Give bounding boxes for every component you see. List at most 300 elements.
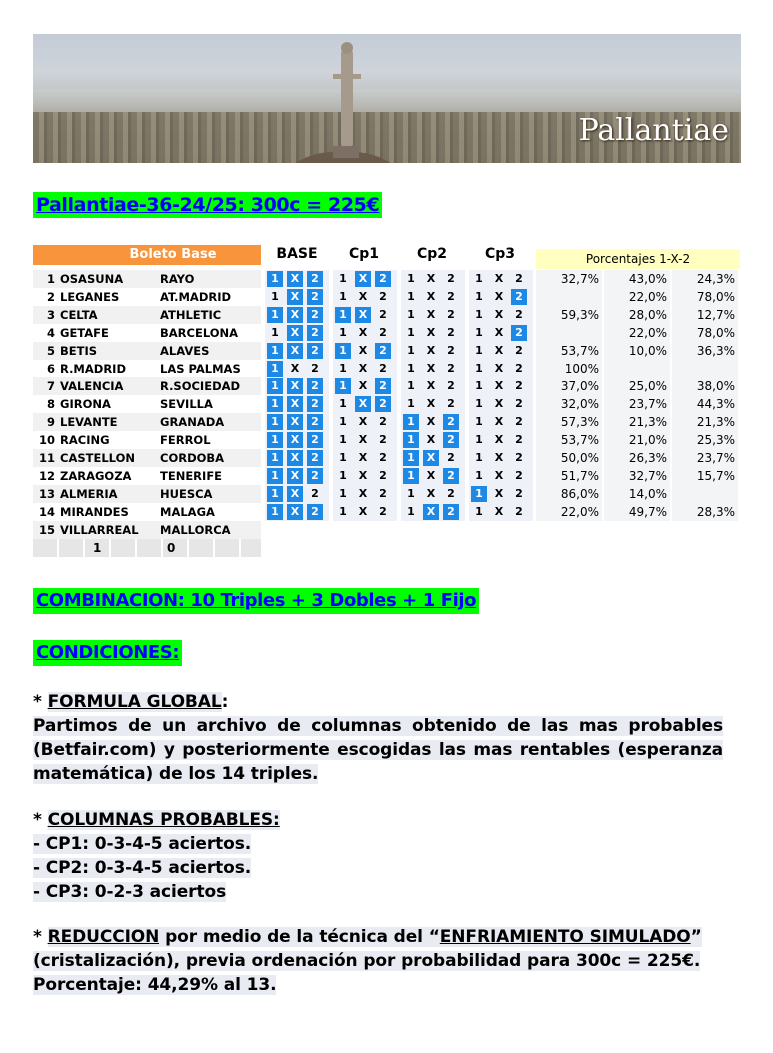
- home-team: ALMERIA: [60, 486, 118, 501]
- prediction-cell-cp1-2: 2: [375, 396, 391, 412]
- percentage-cell-x: 14,0%: [604, 485, 670, 503]
- percentage-cell-x: 49,7%: [604, 503, 670, 521]
- prediction-cell-cp1-1: 1: [335, 307, 351, 323]
- prediction-cell-base-1: 1: [267, 486, 283, 502]
- home-team: OSASUNA: [60, 272, 124, 286]
- prediction-cell-cp2-1: 1: [407, 325, 415, 339]
- prediction-cell-cp1-1: 1: [339, 451, 347, 464]
- home-team: LEGANES: [60, 289, 120, 304]
- footer-background: [33, 539, 261, 557]
- footer-count: 0: [167, 540, 176, 555]
- prediction-cell-cp2-x: X: [426, 307, 436, 321]
- prediction-cell-cp3-1: 1: [475, 433, 483, 447]
- percentage-cell-2: 28,3%: [672, 503, 738, 521]
- prediction-cell-cp3-1: 1: [475, 272, 483, 285]
- combinacion-heading: COMBINACION: 10 Triples + 3 Dobles + 1 Fijo: [33, 588, 479, 614]
- enfriamiento-heading: ENFRIAMIENTO SIMULADO: [439, 927, 691, 947]
- banner-statue-arms: [333, 74, 361, 79]
- prediction-cell-cp2-1: 1: [407, 504, 415, 518]
- percentage-cell-1: 32,7%: [536, 270, 602, 288]
- prediction-cell-base-1: 1: [267, 396, 283, 412]
- prediction-cell-base-x: X: [287, 468, 303, 484]
- prediction-cell-cp3-2: 2: [515, 486, 523, 500]
- columnas-line-cp3: - CP3: 0-2-3 aciertos: [33, 882, 227, 902]
- prediction-cell-cp2-2: 2: [447, 361, 455, 375]
- prediction-cell-cp3-1: 1: [475, 361, 483, 375]
- prediction-cell-cp2-1: 1: [403, 468, 419, 484]
- match-number: 7: [46, 379, 55, 394]
- prediction-cell-base-x: X: [287, 486, 303, 502]
- home-team: VALENCIA: [60, 379, 124, 394]
- prediction-cell-cp2-1: 1: [407, 343, 415, 357]
- table-row: [33, 521, 733, 539]
- prediction-cell-cp1-x: X: [358, 486, 368, 500]
- away-team: FERROL: [160, 433, 211, 448]
- prediction-cell-cp1-x: X: [358, 379, 368, 393]
- prediction-cell-cp3-x: X: [494, 379, 504, 393]
- prediction-cell-cp3-2: 2: [515, 307, 523, 321]
- prediction-cell-cp1-1: 1: [339, 272, 347, 285]
- prediction-cell-cp2-1: 1: [407, 486, 415, 500]
- away-team: ATHLETIC: [160, 307, 222, 322]
- column-header-cp2: Cp2: [416, 246, 448, 262]
- match-number: 6: [46, 361, 55, 376]
- prediction-cell-base-2: 2: [307, 343, 323, 359]
- prediction-cell-base-2: 2: [307, 307, 323, 323]
- match-number: 11: [38, 451, 55, 465]
- prediction-cell-cp1-1: 1: [339, 486, 347, 500]
- prediction-cell-cp3-1: 1: [475, 415, 483, 429]
- page-title: Pallantiae-36-24/25: 300c = 225€: [33, 192, 382, 218]
- prediction-cell-base-1: 1: [267, 432, 283, 448]
- percentage-cell-1: 37,0%: [536, 377, 602, 395]
- prediction-cell-base-1: 1: [271, 325, 279, 339]
- prediction-cell-cp1-x: X: [358, 289, 368, 303]
- prediction-cell-cp2-1: 1: [403, 450, 419, 466]
- prediction-cell-cp3-2: 2: [515, 379, 523, 393]
- home-team: LEVANTE: [60, 415, 118, 430]
- prediction-cell-cp3-1: 1: [475, 325, 483, 339]
- percentage-cell-x: 21,0%: [604, 431, 670, 449]
- column-header-cp3: Cp3: [484, 246, 516, 262]
- percentage-cell-1: 53,7%: [536, 431, 602, 449]
- prediction-cell-cp2-2: 2: [447, 379, 455, 393]
- prediction-cell-cp1-2: 2: [379, 361, 387, 375]
- prediction-cell-base-x: X: [287, 378, 303, 394]
- prediction-cell-base-1: 1: [267, 343, 283, 359]
- prediction-cell-cp1-1: 1: [339, 397, 347, 411]
- header-banner-image: [33, 34, 741, 163]
- prediction-cell-cp3-1: 1: [475, 504, 483, 518]
- prediction-cell-cp1-1: 1: [339, 433, 347, 447]
- prediction-cell-cp2-2: 2: [447, 289, 455, 303]
- prediction-cell-cp1-x: X: [358, 451, 368, 464]
- match-number: 13: [38, 486, 55, 501]
- prediction-cell-cp3-1: 1: [475, 343, 483, 357]
- prediction-cell-cp2-x: X: [426, 397, 436, 411]
- prediction-cell-cp1-x: X: [358, 433, 368, 447]
- prediction-cell-cp3-x: X: [494, 451, 504, 464]
- prediction-cell-cp1-2: 2: [379, 486, 387, 500]
- banner-statue-head: [341, 42, 353, 54]
- prediction-cell-cp2-x: X: [423, 450, 439, 466]
- percentage-cell-2: 78,0%: [672, 288, 738, 306]
- percentages-header: Porcentajes 1-X-2: [536, 249, 740, 269]
- prediction-cell-cp1-x: X: [358, 361, 368, 375]
- percentage-cell-1: 86,0%: [536, 485, 602, 503]
- prediction-cell-cp2-x: X: [426, 361, 436, 375]
- prediction-cell-cp2-x: X: [426, 343, 436, 357]
- prediction-cell-base-2: 2: [307, 289, 323, 305]
- away-team: R.SOCIEDAD: [160, 379, 241, 394]
- prediction-cell-cp1-1: 1: [339, 361, 347, 375]
- prediction-cell-cp3-2: 2: [515, 361, 523, 375]
- condiciones-heading: CONDICIONES:: [33, 640, 182, 666]
- prediction-cell-cp1-1: 1: [339, 504, 347, 518]
- formula-body-text: Partimos de un archivo de columnas obtenido de las mas probables (Betfair.com) y posteriormente escogidas las mas rentables (esperanza matemática) de los 14 triples.: [33, 716, 723, 784]
- prediction-cell-cp1-2: 2: [375, 378, 391, 394]
- prediction-cell-base-1: 1: [267, 378, 283, 394]
- prediction-cell-cp2-2: 2: [447, 451, 455, 464]
- formula-bullet: *: [33, 692, 48, 712]
- percentage-cell-2: 38,0%: [672, 377, 738, 395]
- reduccion-text-1: por medio de la técnica del “: [159, 927, 440, 947]
- prediction-cell-cp2-x: X: [426, 468, 436, 482]
- match-number: 2: [46, 289, 55, 304]
- prediction-cell-cp3-x: X: [494, 415, 504, 429]
- percentage-cell-1: [536, 288, 602, 306]
- prediction-cell-base-x: X: [287, 343, 303, 359]
- prediction-cell-cp2-x: X: [426, 272, 436, 285]
- percentage-cell-x: 10,0%: [604, 342, 670, 360]
- home-team: GIRONA: [60, 397, 111, 412]
- prediction-cell-base-x: X: [287, 504, 303, 520]
- prediction-cell-cp3-x: X: [494, 361, 504, 375]
- prediction-cell-base-x: X: [287, 396, 303, 412]
- away-team: MALAGA: [160, 504, 215, 519]
- formula-colon: :: [221, 692, 229, 712]
- prediction-cell-base-1: 1: [267, 468, 283, 484]
- percentage-cell-1: [536, 324, 602, 342]
- prediction-cell-cp3-2: 2: [515, 343, 523, 357]
- prediction-cell-cp1-2: 2: [379, 433, 387, 447]
- prediction-cell-cp2-x: X: [426, 433, 436, 447]
- percentage-cell-2: 24,3%: [672, 270, 738, 288]
- prediction-cell-cp3-1: 1: [475, 307, 483, 321]
- percentage-cell-x: 22,0%: [604, 288, 670, 306]
- prediction-cell-cp3-x: X: [494, 397, 504, 411]
- table-row: [33, 342, 733, 360]
- prediction-cell-cp3-x: X: [494, 433, 504, 447]
- prediction-cell-cp2-2: 2: [447, 397, 455, 411]
- prediction-cell-cp2-x: X: [426, 379, 436, 393]
- prediction-cell-base-2: 2: [307, 414, 323, 430]
- percentage-cell-2: 25,3%: [672, 431, 738, 449]
- prediction-cell-cp2-2: 2: [443, 468, 459, 484]
- percentage-cell-x: 26,3%: [604, 449, 670, 467]
- prediction-cell-cp2-2: 2: [443, 504, 459, 520]
- prediction-cell-cp1-x: X: [358, 343, 368, 357]
- prediction-cell-base-x: X: [287, 325, 303, 341]
- prediction-cell-cp2-x: X: [426, 415, 436, 429]
- prediction-cell-cp3-x: X: [494, 504, 504, 518]
- table-row: [33, 467, 733, 485]
- prediction-cell-cp2-x: X: [423, 504, 439, 520]
- prediction-cell-cp1-1: 1: [335, 343, 351, 359]
- prediction-cell-cp3-x: X: [494, 307, 504, 321]
- home-team: MIRANDES: [60, 504, 129, 519]
- match-number: 14: [38, 504, 55, 519]
- prediction-cell-cp1-2: 2: [379, 307, 387, 321]
- prediction-cell-cp2-x: X: [426, 289, 436, 303]
- away-team: SEVILLA: [160, 397, 213, 412]
- formula-section: [33, 690, 723, 786]
- prediction-cell-cp2-2: 2: [447, 325, 455, 339]
- prediction-cell-cp1-x: X: [355, 396, 371, 412]
- prediction-cell-base-2: 2: [307, 378, 323, 394]
- percentage-cell-2: 23,7%: [672, 449, 738, 467]
- prediction-cell-cp2-2: 2: [447, 307, 455, 321]
- prediction-cell-cp1-1: 1: [339, 468, 347, 482]
- columnas-heading: COLUMNAS PROBABLES:: [47, 810, 280, 830]
- prediction-cell-cp2-2: 2: [443, 414, 459, 430]
- home-team: CELTA: [60, 307, 98, 322]
- prediction-cell-cp1-x: X: [358, 504, 368, 518]
- prediction-cell-base-1: 1: [267, 307, 283, 323]
- prediction-cell-cp1-2: 2: [375, 343, 391, 359]
- reduccion-percentage: Porcentaje: 44,29% al 13.: [33, 975, 277, 995]
- reduccion-bullet: *: [33, 927, 48, 947]
- columnas-line-cp1: - CP1: 0-3-4-5 aciertos.: [33, 834, 252, 854]
- prediction-cell-cp3-1: 1: [475, 379, 483, 393]
- percentage-cell-1: 100%: [536, 360, 602, 378]
- prediction-cell-base-2: 2: [311, 361, 319, 375]
- percentage-cell-x: 23,7%: [604, 395, 670, 413]
- banner-statue-pedestal: [333, 146, 359, 158]
- match-number: 12: [38, 468, 55, 483]
- percentage-cell-1: 59,3%: [536, 306, 602, 324]
- prediction-cell-base-1: 1: [267, 271, 283, 287]
- prediction-cell-cp2-1: 1: [407, 307, 415, 321]
- prediction-cell-cp1-2: 2: [379, 289, 387, 303]
- prediction-cell-cp2-1: 1: [407, 397, 415, 411]
- percentage-cell-1: 50,0%: [536, 449, 602, 467]
- prediction-cell-base-2: 2: [307, 468, 323, 484]
- prediction-cell-cp3-2: 2: [515, 451, 523, 464]
- prediction-cell-cp2-1: 1: [407, 289, 415, 303]
- percentage-cell-x: 25,0%: [604, 377, 670, 395]
- table-row: [33, 395, 733, 413]
- prediction-cell-cp3-1: 1: [475, 397, 483, 411]
- home-team: BETIS: [60, 343, 98, 358]
- prediction-cell-cp1-x: X: [358, 325, 368, 339]
- prediction-cell-cp1-x: X: [355, 307, 371, 323]
- home-team: CASTELLON: [60, 451, 135, 465]
- prediction-cell-cp2-x: X: [426, 486, 436, 500]
- prediction-cell-base-2: 2: [311, 486, 319, 500]
- formula-body: [33, 714, 723, 786]
- table-row: [33, 503, 733, 521]
- reduccion-text-2: ” (cristalización), previa ordenación por probabilidad para 300c = 225€.: [33, 927, 702, 971]
- columnas-line-cp2: - CP2: 0-3-4-5 aciertos.: [33, 858, 252, 878]
- boleto-base-header: Boleto Base: [33, 245, 261, 265]
- prediction-cell-cp1-2: 2: [379, 415, 387, 429]
- percentage-cell-1: 51,7%: [536, 467, 602, 485]
- prediction-cell-base-1: 1: [267, 361, 283, 377]
- home-team: R.MADRID: [60, 361, 127, 376]
- prediction-cell-cp1-2: 2: [379, 468, 387, 482]
- prediction-cell-cp3-x: X: [494, 325, 504, 339]
- reduccion-paragraph: [33, 925, 723, 973]
- match-number: 5: [46, 343, 55, 358]
- percentage-cell-x: 28,0%: [604, 306, 670, 324]
- percentage-cell-1: 53,7%: [536, 342, 602, 360]
- away-team: RAYO: [160, 272, 195, 286]
- prediction-cell-cp1-1: 1: [339, 289, 347, 303]
- prediction-cell-cp3-1: 1: [471, 486, 487, 502]
- prediction-cell-base-x: X: [287, 289, 303, 305]
- prediction-cell-cp2-2: 2: [443, 432, 459, 448]
- percentage-cell-2: 78,0%: [672, 324, 738, 342]
- prediction-cell-cp3-x: X: [494, 289, 504, 303]
- prediction-cell-cp2-2: 2: [447, 272, 455, 285]
- prediction-cell-cp3-2: 2: [511, 325, 527, 341]
- table-row: [33, 377, 733, 395]
- prediction-cell-cp1-2: 2: [375, 271, 391, 287]
- percentage-cell-2: 44,3%: [672, 395, 738, 413]
- prediction-cell-base-x: X: [287, 432, 303, 448]
- table-row: [33, 449, 733, 467]
- prediction-cell-cp1-x: X: [355, 271, 371, 287]
- percentage-cell-1: 22,0%: [536, 503, 602, 521]
- prediction-cell-base-x: X: [287, 414, 303, 430]
- percentage-cell-2: 36,3%: [672, 342, 738, 360]
- match-number: 8: [46, 397, 55, 412]
- prediction-cell-cp2-1: 1: [403, 414, 419, 430]
- prediction-cell-base-x: X: [290, 361, 300, 375]
- prediction-cell-base-2: 2: [307, 432, 323, 448]
- percentage-cell-2: 21,3%: [672, 413, 738, 431]
- away-team: BARCELONA: [160, 325, 239, 340]
- percentage-cell-1: 57,3%: [536, 413, 602, 431]
- percentage-cell-x: [604, 360, 670, 378]
- table-row: [33, 485, 733, 503]
- prediction-cell-cp3-2: 2: [515, 468, 523, 482]
- prediction-cell-base-x: X: [287, 307, 303, 323]
- prediction-cell-base-2: 2: [307, 450, 323, 466]
- percentage-cell-x: 22,0%: [604, 324, 670, 342]
- prediction-cell-base-2: 2: [307, 504, 323, 520]
- prediction-cell-cp3-2: 2: [515, 433, 523, 447]
- prediction-cell-cp2-1: 1: [407, 272, 415, 285]
- percentage-cell-2: [672, 360, 738, 378]
- home-team: ZARAGOZA: [60, 468, 132, 483]
- footer-count: 1: [93, 540, 102, 555]
- percentage-cell-2: [672, 485, 738, 503]
- reduccion-section: [33, 925, 723, 997]
- prediction-cell-cp3-2: 2: [515, 415, 523, 429]
- prediction-cell-cp1-1: 1: [339, 415, 347, 429]
- table-row: [33, 288, 733, 306]
- prediction-cell-base-1: 1: [267, 414, 283, 430]
- table-row: [33, 306, 733, 324]
- banner-statue: [341, 48, 353, 146]
- prediction-cell-cp1-1: 1: [335, 378, 351, 394]
- home-team: GETAFE: [60, 325, 109, 340]
- column-header-cp1: Cp1: [348, 246, 380, 262]
- prediction-cell-cp1-2: 2: [379, 325, 387, 339]
- formula-heading: FORMULA GLOBAL: [47, 692, 222, 712]
- prediction-cell-cp2-2: 2: [447, 343, 455, 357]
- match-number: 15: [38, 522, 55, 537]
- percentage-cell-1: 32,0%: [536, 395, 602, 413]
- percentage-cell-x: 32,7%: [604, 467, 670, 485]
- prediction-cell-cp1-2: 2: [379, 451, 387, 464]
- prediction-cell-base-2: 2: [307, 396, 323, 412]
- prediction-cell-base-2: 2: [307, 271, 323, 287]
- match-number: 1: [46, 272, 55, 286]
- percentage-cell-2: 12,7%: [672, 306, 738, 324]
- columnas-bullet: *: [33, 810, 48, 830]
- prediction-cell-cp1-2: 2: [379, 504, 387, 518]
- table-row: [33, 413, 733, 431]
- reduccion-heading: REDUCCION: [47, 927, 160, 947]
- percentage-cell-x: 43,0%: [604, 270, 670, 288]
- prediction-cell-base-1: 1: [271, 289, 279, 303]
- prediction-cell-cp2-1: 1: [407, 361, 415, 375]
- away-team: AT.MADRID: [160, 289, 232, 304]
- prediction-cell-cp3-2: 2: [511, 289, 527, 305]
- prediction-cell-cp3-2: 2: [515, 397, 523, 411]
- prediction-cell-cp3-x: X: [494, 343, 504, 357]
- columnas-section: [33, 808, 723, 904]
- percentage-cell-x: 21,3%: [604, 413, 670, 431]
- prediction-cell-cp3-1: 1: [475, 468, 483, 482]
- prediction-cell-cp3-x: X: [494, 468, 504, 482]
- away-team: MALLORCA: [160, 522, 231, 537]
- prediction-cell-cp3-x: X: [494, 486, 504, 500]
- prediction-cell-cp2-1: 1: [407, 379, 415, 393]
- match-number: 9: [46, 415, 55, 430]
- match-number: 10: [38, 433, 55, 448]
- table-row: [33, 270, 733, 288]
- match-number: 4: [46, 325, 55, 340]
- away-team: HUESCA: [160, 486, 213, 501]
- away-team: ALAVES: [160, 343, 210, 358]
- prediction-cell-cp3-1: 1: [475, 289, 483, 303]
- prediction-cell-base-1: 1: [267, 504, 283, 520]
- home-team: VILLARREAL: [60, 522, 139, 537]
- table-row: [33, 324, 733, 342]
- away-team: CORDOBA: [160, 451, 225, 465]
- percentage-cell-2: 15,7%: [672, 467, 738, 485]
- prediction-cell-cp2-x: X: [426, 325, 436, 339]
- prediction-cell-base-2: 2: [307, 325, 323, 341]
- prediction-cell-cp2-2: 2: [447, 486, 455, 500]
- away-team: LAS PALMAS: [160, 361, 241, 376]
- table-row: [33, 431, 733, 449]
- prediction-cell-cp1-x: X: [358, 468, 368, 482]
- table-row: [33, 360, 733, 378]
- prediction-cell-cp1-1: 1: [339, 325, 347, 339]
- prediction-cell-cp3-2: 2: [515, 504, 523, 518]
- prediction-cell-cp3-2: 2: [515, 272, 523, 285]
- banner-logo: Pallantiae: [578, 113, 729, 148]
- home-team: RACING: [60, 433, 110, 448]
- prediction-cell-base-x: X: [287, 450, 303, 466]
- column-header-base: BASE: [276, 246, 318, 262]
- prediction-cell-base-x: X: [287, 271, 303, 287]
